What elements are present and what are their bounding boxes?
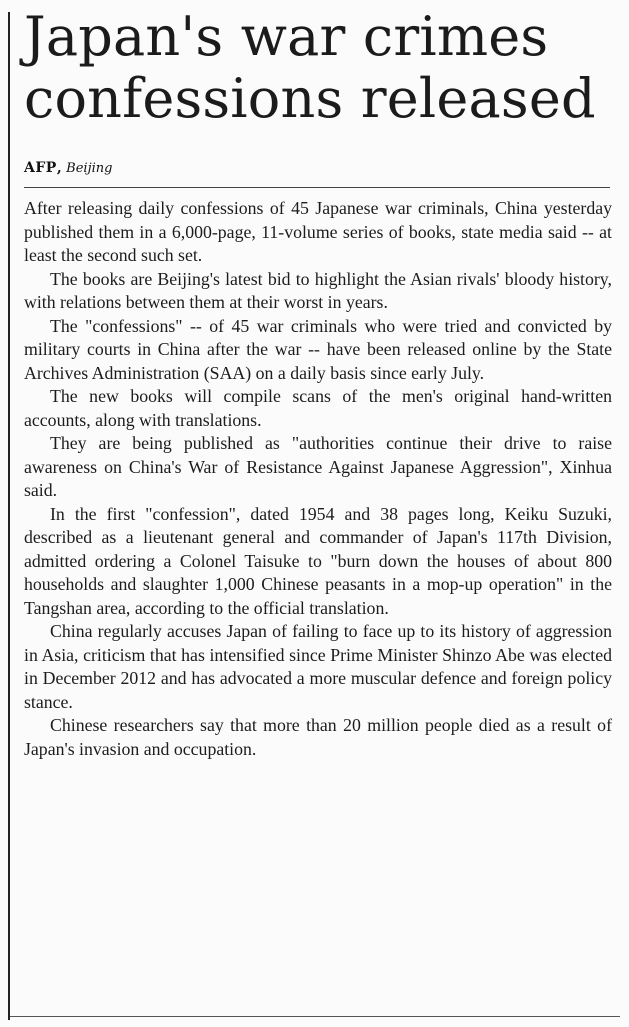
article-paragraph-6: In the first "confession", dated 1954 and 38 pages long, Keiku Suzuki, described as a lieutenant general and commander of Japan's 117th Division, admitted ordering a Colonel Taisuke to "burn down the houses of about 800 households and slaughter 1,000 Chinese peasants in a mop-up operation" in the Tangshan area, according to the official translation. bbox=[24, 503, 612, 618]
article-paragraph-2: The books are Beijing's latest bid to highlight the Asian rivals' bloody history, with relations between them at their worst in years. bbox=[24, 268, 612, 312]
column-rule-bottom bbox=[10, 1016, 620, 1017]
byline-location: Beijing bbox=[66, 161, 113, 176]
article-paragraph-3: The "confessions" -- of 45 war criminals who were tried and convicted by military courts in China after the war -- have been released online by the State Archives Administration (SAA) on a daily basis since early July. bbox=[24, 315, 612, 383]
column-rule-left bbox=[8, 12, 10, 1020]
byline bbox=[24, 160, 112, 177]
byline-agency: AFP bbox=[24, 160, 57, 176]
article-paragraph-4: The new books will compile scans of the men's original hand-written accounts, along with translations. bbox=[24, 386, 612, 430]
byline-divider bbox=[24, 187, 610, 188]
article-paragraph-8: Chinese researchers say that more than 20 million people died as a result of Japan's invasion and occupation. bbox=[24, 715, 612, 759]
article-paragraph-7: China regularly accuses Japan of failing to face up to its history of aggression in Asia, criticism that has intensified since Prime Minister Shinzo Abe was elected in December 2012 and has advocated a more muscular defence and foreign policy stance. bbox=[24, 621, 612, 712]
article-paragraph-1: After releasing daily confessions of 45 Japanese war criminals, China yesterday published them in a 6,000-page, 11-volume series of books, state media said -- at least the second such set. bbox=[24, 198, 612, 265]
byline-separator: , bbox=[56, 160, 62, 176]
article-body bbox=[24, 197, 612, 761]
headline: Japan's war crimes confessions released bbox=[24, 5, 596, 130]
article-paragraph-5: They are being published as "authorities continue their drive to raise awareness on China's War of Resistance Against Japanese Aggression", Xinhua said. bbox=[24, 433, 612, 500]
